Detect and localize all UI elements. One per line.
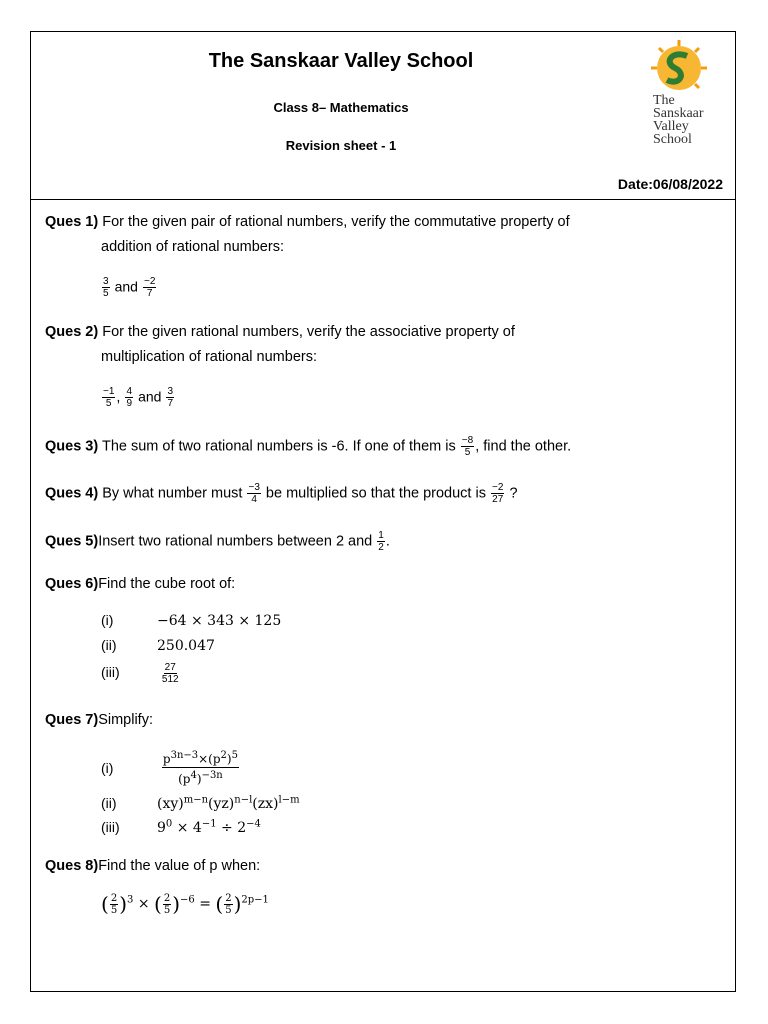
question-7-item-1: (i) $\frac{p^{3n-3}\times(p^2)^5}{(p^4)^{-3n}}$ — [101, 750, 238, 786]
class-title: Class 8– Mathematics — [273, 100, 409, 115]
question-6-item-1: (i) −64 × 343 × 125 — [101, 612, 282, 629]
worksheet — [30, 31, 736, 992]
question-8: Ques 8)Find the value of p when: — [45, 858, 261, 874]
question-3: Ques 3) The sum of two rational numbers is -6. If one of them is $\frac{-8}{5}$ , find the other. — [45, 435, 572, 458]
question-2: Ques 2) For the given rational numbers, verify the associative property of — [45, 324, 515, 340]
question-2-cont: multiplication of rational numbers: — [101, 349, 317, 365]
header — [31, 32, 735, 200]
date: Date:06/08/2022 — [617, 176, 723, 192]
question-7: Ques 7)Simplify: — [45, 712, 153, 728]
question-4: Ques 4) By what number must $\frac{-3}{4}$ be multiplied so that the product is $\frac{-2}{27}$ ? — [45, 482, 518, 505]
school-logo: The Sanskaar Valley School — [643, 38, 727, 156]
sun-logo-icon — [643, 38, 727, 98]
question-6-item-2: (ii) 250.047 — [101, 637, 215, 654]
question-6: Ques 6)Find the cube root of: — [45, 576, 236, 592]
question-5: Ques 5)Insert two rational numbers between 2 and $\frac{1}{2}$ . — [45, 530, 390, 553]
question-6-item-3: (iii) $\frac{27}{512}$ — [101, 662, 179, 685]
question-2-fractions: $\frac{-1}{5}$ , $\frac{4}{9}$ and $\frac{3}{7}$ — [103, 386, 174, 409]
question-7-item-2: (ii) (xy)$^{m-n}$(yz)$^{n-l}$(zx)$^{l-m}$ — [101, 794, 300, 812]
question-8-equation: ( $\frac{2}{5}$ )$^3$ × ( $\frac{2}{5}$ )$^{-6}$ = ( $\frac{2}{5}$ )$^{2p-1}$ — [101, 892, 269, 916]
school-name: The Sanskaar Valley School — [208, 50, 474, 72]
question-1-cont: addition of rational numbers: — [101, 239, 284, 255]
question-1: Ques 1) For the given pair of rational numbers, verify the commutative property of — [45, 214, 570, 230]
question-7-item-3: (iii) $9^0 \times 4^{-1} \div 2^{-4}$ — [101, 818, 261, 836]
revision-title: Revision sheet - 1 — [285, 138, 397, 153]
question-1-fractions: $\frac{3}{5}$ and $\frac{-2}{7}$ — [103, 276, 156, 299]
